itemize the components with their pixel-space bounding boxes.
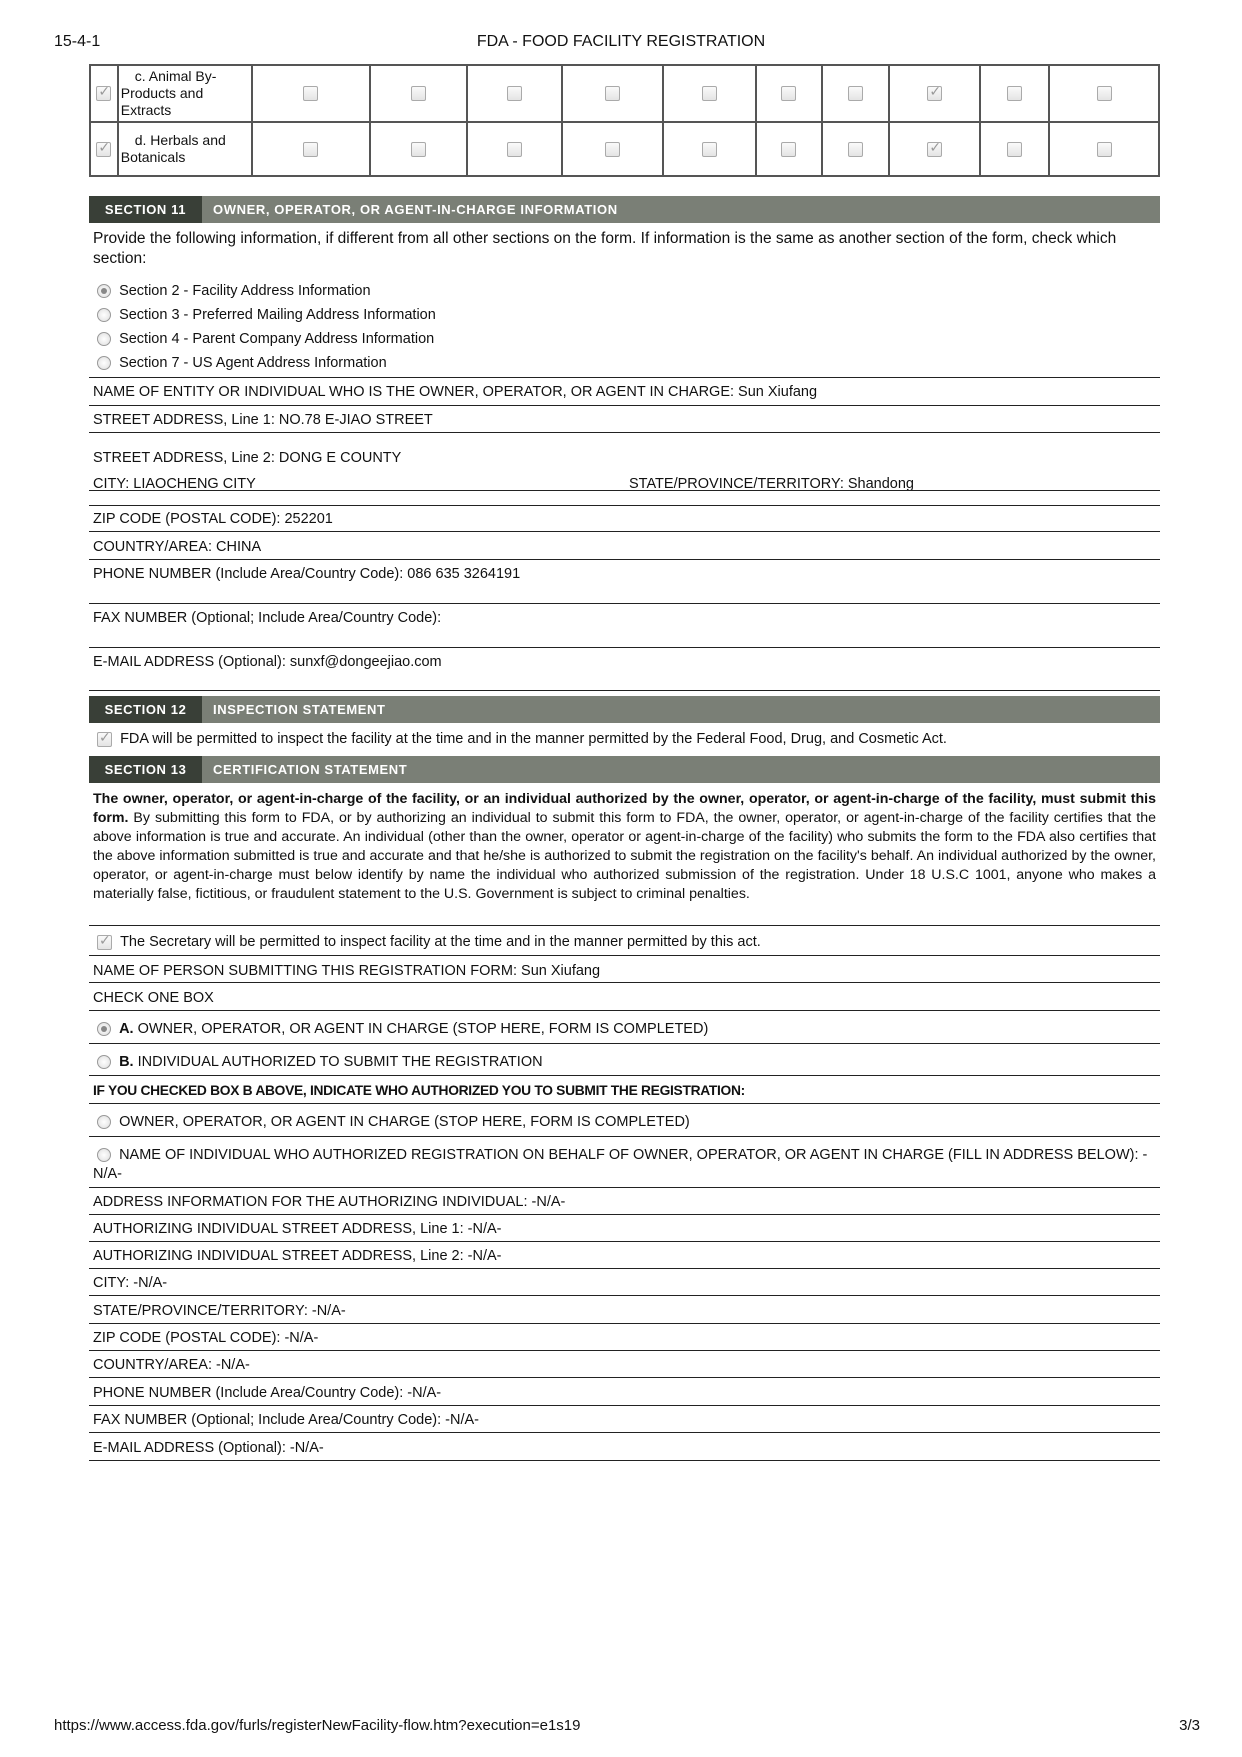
divider (89, 1075, 1160, 1076)
certification-lead: The owner, operator, or agent-in-charge of the facility, or an individual authorized by the owner, operator, or agent-in-charge of the facility, must submit this form. (93, 791, 1156, 826)
radio-button[interactable] (97, 332, 111, 346)
email-field: E-MAIL ADDRESS (Optional): sunxf@dongeejiao.com (93, 654, 442, 670)
radio-button[interactable] (97, 356, 111, 370)
divider (89, 982, 1160, 983)
radio-option[interactable]: Section 2 - Facility Address Information (97, 283, 371, 299)
divider (89, 490, 1160, 491)
cell-checkbox[interactable] (411, 86, 426, 101)
row-checkbox[interactable] (96, 86, 111, 101)
table-row (90, 122, 1159, 176)
section-13-header (89, 756, 1160, 783)
radio-button[interactable] (97, 284, 111, 298)
auth-individual-option[interactable]: NAME OF INDIVIDUAL WHO AUTHORIZED REGISTRATION ON BEHALF OF OWNER, OPERATOR, OR AGENT IN CHARGE (FILL IN ADDRESS BELOW): -N/A- (93, 1147, 1148, 1182)
section-title: CERTIFICATION STATEMENT (213, 762, 408, 777)
divider (89, 603, 1160, 604)
page-title: FDA - FOOD FACILITY REGISTRATION (476, 33, 766, 50)
divider (89, 1405, 1160, 1406)
radio-button[interactable] (97, 1148, 111, 1162)
divider (89, 405, 1160, 406)
divider (89, 1103, 1160, 1104)
secretary-checkbox[interactable] (97, 935, 112, 950)
divider (89, 1268, 1160, 1269)
section-number: SECTION 13 (89, 756, 202, 783)
section-11-intro: Provide the following information, if different from all other sections on the form. If information is the same as another section of the form, check which section: (93, 230, 1117, 267)
phone-field: PHONE NUMBER (Include Area/Country Code): 086 635 3264191 (93, 566, 521, 582)
divider (89, 1432, 1160, 1433)
divider (89, 377, 1160, 378)
cell-checkbox[interactable] (605, 142, 620, 157)
divider (89, 647, 1160, 648)
cell-checkbox[interactable] (848, 86, 863, 101)
option-a[interactable]: A. OWNER, OPERATOR, OR AGENT IN CHARGE (STOP HERE, FORM IS COMPLETED) (97, 1021, 708, 1037)
inspection-statement[interactable]: ✓ FDA will be permitted to inspect the facility at the time and in the manner permitted by the Federal Food, Drug, and Cosmetic Act. (97, 731, 947, 747)
cell-checkbox[interactable] (1007, 142, 1022, 157)
option-b[interactable]: B. INDIVIDUAL AUTHORIZED TO SUBMIT THE REGISTRATION (97, 1054, 543, 1070)
zip-field: ZIP CODE (POSTAL CODE): 252201 (93, 511, 333, 527)
city-field: CITY: LIAOCHENG CITY (93, 476, 256, 492)
check-one-label: CHECK ONE BOX (93, 990, 214, 1006)
divider (89, 1043, 1160, 1044)
street-line2-field: STREET ADDRESS, Line 2: DONG E COUNTY (93, 450, 402, 466)
state-field: STATE/PROVINCE/TERRITORY: Shandong (629, 476, 915, 492)
auth-street1: AUTHORIZING INDIVIDUAL STREET ADDRESS, Line 1: -N/A- (93, 1221, 502, 1237)
row-checkbox-cell[interactable] (90, 65, 118, 122)
row-checkbox[interactable] (96, 142, 111, 157)
radio-button[interactable] (97, 1055, 111, 1069)
if-checked-b-heading: IF YOU CHECKED BOX B ABOVE, INDICATE WHO AUTHORIZED YOU TO SUBMIT THE REGISTRATION: (93, 1083, 745, 1098)
section-title: OWNER, OPERATOR, OR AGENT-IN-CHARGE INFORMATION (213, 202, 618, 217)
street-line1-field: STREET ADDRESS, Line 1: NO.78 E-JIAO STREET (93, 412, 433, 428)
divider (89, 925, 1160, 926)
divider (89, 1187, 1160, 1188)
secretary-statement[interactable]: ✓ The Secretary will be permitted to inspect facility at the time and in the manner permitted by this act. (97, 934, 761, 950)
owner-name-field: NAME OF ENTITY OR INDIVIDUAL WHO IS THE OWNER, OPERATOR, OR AGENT IN CHARGE: Sun Xiufang (93, 384, 818, 400)
cell-checkbox[interactable] (781, 86, 796, 101)
cell-checkbox[interactable] (848, 142, 863, 157)
divider (89, 1350, 1160, 1351)
auth-zip: ZIP CODE (POSTAL CODE): -N/A- (93, 1330, 319, 1346)
auth-address-info: ADDRESS INFORMATION FOR THE AUTHORIZING INDIVIDUAL: -N/A- (93, 1194, 566, 1210)
certification-body: By submitting this form to FDA, or by authorizing an individual to submit this form to FDA, the owner, operator, or agent-in-charge of the facility certifies that the above information is true and accurate. An individual (other than the owner, operator or agent-in-charge of the facility) who submits the form to the FDA also certifies that the above information submitted is true and accurate and that he/she is authorized to submit the registration on the facility's behalf. An individual authorized by the owner, operator, or agent-in-charge must below identify by name the individual who authorized submission of the registration. Under 18 U.S.C 1001, anyone who makes a materially false, fictitious, or fraudulent statement to the U.S. Government is subject to criminal penalties. (93, 810, 1156, 902)
auth-owner-option[interactable]: OWNER, OPERATOR, OR AGENT IN CHARGE (STOP HERE, FORM IS COMPLETED) (97, 1114, 690, 1130)
cell-checkbox[interactable] (927, 142, 942, 157)
section-11-header (89, 196, 1160, 223)
divider (89, 505, 1160, 506)
section-title: INSPECTION STATEMENT (213, 702, 386, 717)
print-url: https://www.access.fda.gov/furls/registerNewFacility-flow.htm?execution=e1s19 (54, 1717, 581, 1734)
cell-checkbox[interactable] (303, 86, 318, 101)
cell-checkbox[interactable] (605, 86, 620, 101)
divider (89, 690, 1160, 691)
cell-checkbox[interactable] (303, 142, 318, 157)
category-table-container (89, 64, 1160, 177)
table-row (90, 65, 1159, 122)
divider (89, 531, 1160, 532)
divider (89, 559, 1160, 560)
divider (89, 1010, 1160, 1011)
section-number: SECTION 12 (89, 696, 202, 723)
section-12-header (89, 696, 1160, 723)
radio-button[interactable] (97, 1022, 111, 1036)
row-label: c. Animal By- Products and Extracts (118, 65, 252, 122)
submitter-name-field: NAME OF PERSON SUBMITTING THIS REGISTRATION FORM: Sun Xiufang (93, 963, 601, 979)
category-table (89, 64, 1160, 177)
radio-option[interactable]: Section 3 - Preferred Mailing Address Information (97, 307, 436, 323)
radio-button[interactable] (97, 1115, 111, 1129)
radio-button[interactable] (97, 308, 111, 322)
section-number: SECTION 11 (89, 196, 202, 223)
divider (89, 1377, 1160, 1378)
cell-checkbox[interactable] (927, 86, 942, 101)
cell-checkbox[interactable] (1097, 142, 1112, 157)
radio-option[interactable]: Section 4 - Parent Company Address Information (97, 331, 434, 347)
divider (89, 955, 1160, 956)
radio-option[interactable]: Section 7 - US Agent Address Information (97, 355, 387, 371)
row-checkbox-cell[interactable] (90, 122, 118, 176)
print-date: 15-4-1 (54, 33, 101, 50)
divider (89, 1241, 1160, 1242)
cell-checkbox[interactable] (1007, 86, 1022, 101)
fax-field: FAX NUMBER (Optional; Include Area/Country Code): (93, 610, 442, 626)
divider (89, 1295, 1160, 1296)
cell-checkbox[interactable] (781, 142, 796, 157)
cell-checkbox[interactable] (507, 142, 522, 157)
divider (89, 1136, 1160, 1137)
row-label: d. Herbals and Botanicals (118, 122, 252, 176)
cell-checkbox[interactable] (702, 142, 717, 157)
cell-checkbox[interactable] (507, 86, 522, 101)
divider (89, 1460, 1160, 1461)
inspection-checkbox[interactable] (97, 732, 112, 747)
page-number: 3/3 (1179, 1717, 1200, 1734)
auth-fax: FAX NUMBER (Optional; Include Area/Country Code): -N/A- (93, 1412, 480, 1428)
cell-checkbox[interactable] (411, 142, 426, 157)
auth-state: STATE/PROVINCE/TERRITORY: -N/A- (93, 1303, 346, 1319)
certification-text (93, 790, 1156, 904)
divider (89, 1214, 1160, 1215)
auth-email: E-MAIL ADDRESS (Optional): -N/A- (93, 1440, 324, 1456)
country-field: COUNTRY/AREA: CHINA (93, 539, 262, 555)
auth-phone: PHONE NUMBER (Include Area/Country Code): -N/A- (93, 1385, 442, 1401)
cell-checkbox[interactable] (702, 86, 717, 101)
auth-city: CITY: -N/A- (93, 1275, 168, 1291)
auth-country: COUNTRY/AREA: -N/A- (93, 1357, 250, 1373)
cell-checkbox[interactable] (1097, 86, 1112, 101)
divider (89, 1323, 1160, 1324)
divider (89, 432, 1160, 433)
auth-street2: AUTHORIZING INDIVIDUAL STREET ADDRESS, Line 2: -N/A- (93, 1248, 502, 1264)
